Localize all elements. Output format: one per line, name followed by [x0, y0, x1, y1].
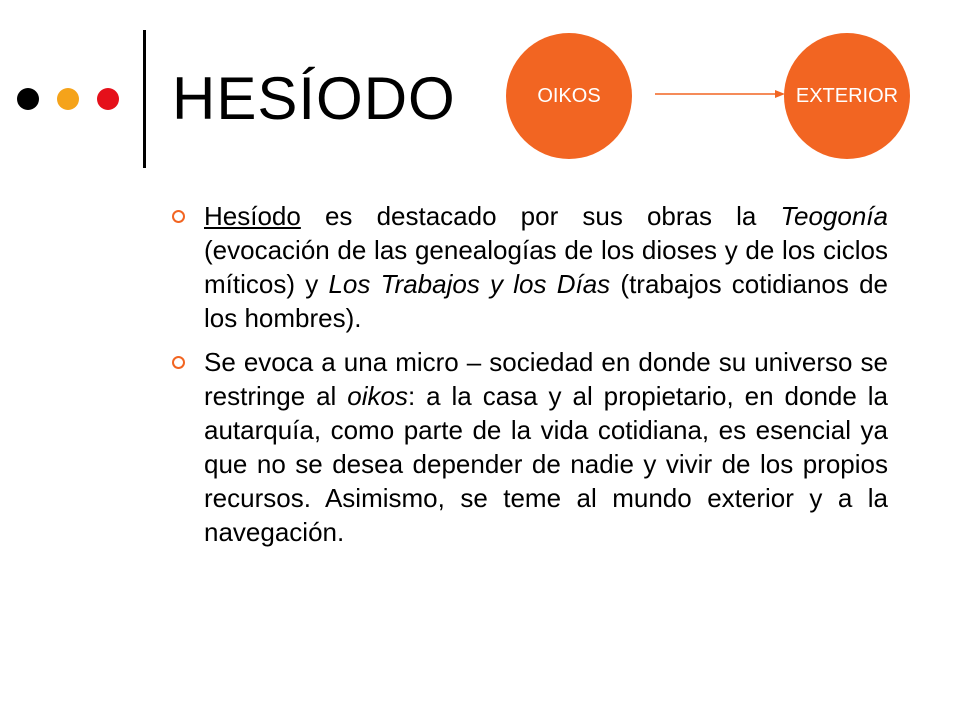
bullet-text — [204, 345, 888, 549]
bullet-text-segment: es destacado por sus obras la — [300, 201, 781, 231]
bullet-text-segment: Se evoca a una micro – sociedad en donde su universo se restringe al — [204, 347, 888, 411]
bullet-ring-icon — [172, 210, 185, 223]
circle-oikos-label: OIKOS — [537, 84, 601, 107]
right-arrow-icon — [655, 89, 785, 99]
bullet-italic-text: oikos — [347, 381, 408, 411]
bullet-list — [172, 199, 888, 559]
bullet-underlined-text: Hesíodo — [204, 201, 301, 231]
bullet-item — [172, 345, 888, 549]
bullet-text-segment: (trabajos cotidianos de los hombres). — [204, 269, 889, 333]
bullet-text — [204, 199, 888, 335]
decorative-dot-orange — [57, 88, 79, 110]
circle-exterior-label: EXTERIOR — [795, 84, 899, 107]
circle-exterior — [784, 33, 910, 159]
circle-oikos — [506, 33, 632, 159]
bullet-text-segment: (evocación de las genealogías de los dioses y de los ciclos míticos) y — [204, 235, 888, 299]
title-divider — [143, 30, 146, 168]
decorative-dot-red — [97, 88, 119, 110]
bullet-text-segment: : a la casa y al propietario, en donde la autarquía, como parte de la vida cotidiana, es esencial ya que no se desea depender de nadie y vivir de los propios recursos. Asimismo, se teme al mundo exterior y a la navegación. — [204, 381, 888, 547]
bullet-ring-icon — [172, 356, 185, 369]
bullet-item — [172, 199, 888, 335]
slide-title: HESÍODO — [172, 65, 456, 132]
bullet-italic-text: Teogonía — [780, 201, 888, 231]
decorative-dot-black — [17, 88, 39, 110]
bullet-italic-text: Los Trabajos y los Días — [328, 269, 611, 299]
